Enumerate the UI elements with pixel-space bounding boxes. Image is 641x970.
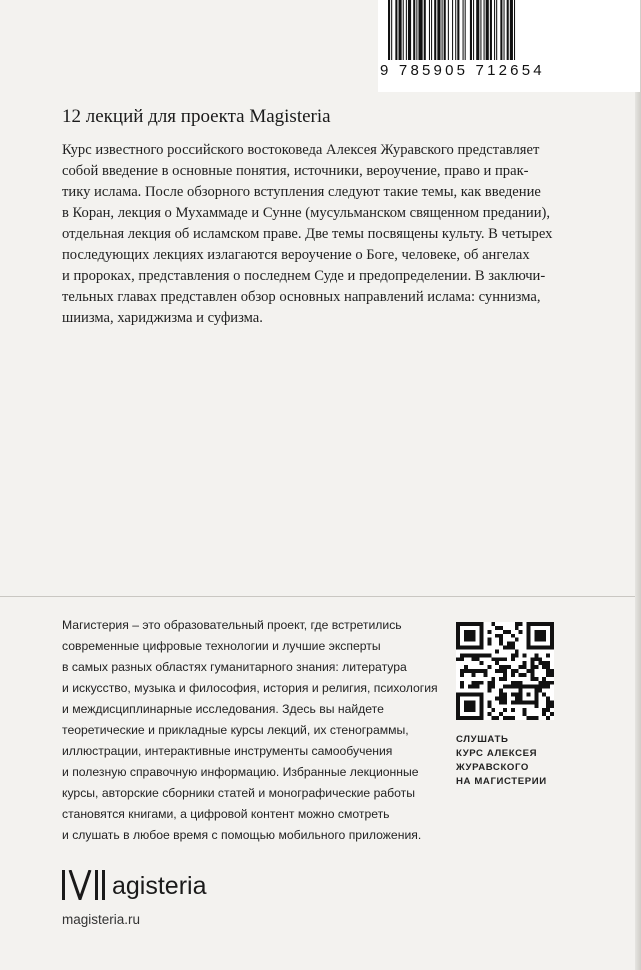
qr-module bbox=[530, 657, 534, 661]
about-line: курсы, авторские сборники статей и монографические работы bbox=[62, 786, 415, 800]
qr-module bbox=[487, 704, 491, 708]
qr-module bbox=[487, 685, 491, 689]
barcode-bar bbox=[510, 0, 513, 60]
qr-module bbox=[495, 696, 499, 700]
qr-module bbox=[542, 693, 546, 697]
qr-module bbox=[538, 685, 542, 689]
qr-module bbox=[507, 630, 511, 634]
barcode-bar bbox=[406, 0, 407, 60]
barcode-bar bbox=[490, 0, 492, 60]
qr-module bbox=[542, 677, 546, 681]
qr-module bbox=[503, 665, 507, 669]
website-url[interactable]: magisteria.ru bbox=[62, 912, 141, 927]
barcode-bar bbox=[418, 0, 422, 60]
qr-module bbox=[507, 642, 511, 646]
qr-module bbox=[546, 653, 550, 657]
qr-module bbox=[487, 665, 491, 669]
qr-module bbox=[472, 657, 476, 661]
qr-module bbox=[483, 669, 487, 673]
qr-module bbox=[503, 708, 507, 712]
barcode-bar bbox=[480, 0, 481, 60]
qr-module bbox=[476, 653, 480, 657]
course-heading: 12 лекций для проекта Magisteria bbox=[62, 106, 331, 127]
qr-module bbox=[464, 653, 468, 657]
qr-module bbox=[499, 677, 503, 681]
qr-module bbox=[519, 665, 523, 669]
qr-module bbox=[527, 693, 531, 697]
qr-module bbox=[546, 700, 550, 704]
qr-caption-line: СЛУШАТЬ bbox=[456, 734, 509, 745]
qr-module bbox=[538, 661, 542, 665]
qr-module bbox=[530, 669, 534, 673]
qr-module bbox=[491, 681, 495, 685]
qr-module bbox=[546, 669, 550, 673]
qr-module bbox=[499, 693, 503, 697]
qr-module bbox=[499, 689, 503, 693]
qr-module bbox=[460, 681, 464, 685]
qr-module bbox=[491, 716, 495, 720]
qr-module bbox=[472, 685, 476, 689]
qr-module bbox=[530, 716, 534, 720]
qr-code-icon bbox=[456, 622, 554, 720]
qr-module bbox=[523, 708, 527, 712]
qr-module bbox=[511, 642, 515, 646]
barcode-bar bbox=[514, 0, 515, 60]
barcode-bar bbox=[388, 0, 390, 60]
barcode-bar bbox=[504, 0, 505, 60]
qr-caption-line: КУРС АЛЕКСЕЯ bbox=[456, 748, 538, 759]
qr-module bbox=[499, 696, 503, 700]
qr-module bbox=[507, 685, 511, 689]
qr-caption-line: НА МАГИСТЕРИИ bbox=[456, 776, 547, 787]
qr-module bbox=[503, 646, 507, 650]
qr-module bbox=[503, 685, 507, 689]
qr-module bbox=[499, 634, 503, 638]
barcode-bar bbox=[431, 0, 432, 60]
qr-module bbox=[499, 642, 503, 646]
qr-module bbox=[515, 622, 519, 626]
qr-module bbox=[515, 700, 519, 704]
qr-module bbox=[507, 665, 511, 669]
barcode-bar bbox=[391, 0, 392, 60]
qr-module bbox=[515, 696, 519, 700]
qr-module bbox=[542, 712, 546, 716]
barcode-bar bbox=[399, 0, 402, 60]
qr-module bbox=[503, 716, 507, 720]
description-line: тику ислама. После обзорного вступления следуют такие темы, как введение bbox=[62, 184, 541, 200]
qr-module bbox=[550, 700, 554, 704]
qr-module bbox=[534, 716, 538, 720]
section-divider bbox=[0, 596, 635, 597]
course-description bbox=[62, 140, 562, 329]
qr-module bbox=[515, 669, 519, 673]
qr-module bbox=[550, 681, 554, 685]
qr-module bbox=[550, 669, 554, 673]
qr-module bbox=[530, 677, 534, 681]
qr-module bbox=[483, 653, 487, 657]
barcode-bar bbox=[470, 0, 472, 60]
qr-module bbox=[546, 661, 550, 665]
qr-module bbox=[487, 700, 491, 704]
about-line: становятся книгами, а цифровой контент можно смотреть bbox=[62, 807, 390, 821]
qr-module bbox=[495, 626, 499, 630]
qr-module bbox=[483, 673, 487, 677]
isbn-digits: 9 785905 712654 bbox=[380, 62, 545, 79]
qr-module bbox=[476, 657, 480, 661]
qr-module bbox=[491, 685, 495, 689]
qr-module bbox=[546, 665, 550, 669]
qr-module bbox=[511, 700, 515, 704]
qr-module bbox=[530, 661, 534, 665]
barcode-bar bbox=[403, 0, 404, 60]
about-line: и полезную справочную информацию. Избранные лекционные bbox=[62, 765, 419, 779]
qr-module bbox=[495, 634, 499, 638]
qr-module bbox=[523, 712, 527, 716]
qr-module bbox=[460, 657, 464, 661]
qr-module bbox=[511, 716, 515, 720]
qr-module bbox=[542, 681, 546, 685]
qr-module bbox=[523, 665, 527, 669]
qr-module bbox=[538, 689, 542, 693]
qr-module bbox=[460, 669, 464, 673]
barcode-bar bbox=[395, 0, 397, 60]
qr-module bbox=[487, 653, 491, 657]
qr-module bbox=[480, 661, 484, 665]
qr-module bbox=[503, 700, 507, 704]
barcode-bar bbox=[413, 0, 415, 60]
qr-module bbox=[499, 665, 503, 669]
qr-module bbox=[472, 653, 476, 657]
qr-module bbox=[550, 704, 554, 708]
qr-module bbox=[476, 681, 480, 685]
qr-module bbox=[527, 669, 531, 673]
description-line: Курс известного российского востоковеда Алексея Журавского представляет bbox=[62, 142, 540, 158]
qr-module bbox=[515, 693, 519, 697]
qr-module bbox=[499, 700, 503, 704]
description-line: тельных главах представлен обзор основных направлений ислама: суннизма, bbox=[62, 289, 541, 305]
qr-module bbox=[542, 661, 546, 665]
qr-module bbox=[495, 661, 499, 665]
qr-module bbox=[546, 708, 550, 712]
qr-module bbox=[542, 665, 546, 669]
barcode-bar bbox=[434, 0, 436, 60]
qr-module bbox=[511, 708, 515, 712]
qr-caption-line: ЖУРАВСКОГО bbox=[456, 762, 529, 773]
qr-module bbox=[534, 665, 538, 669]
qr-module bbox=[503, 630, 507, 634]
qr-module bbox=[468, 685, 472, 689]
description-line: в Коран, лекция о Мухаммаде и Сунне (мусульманском священном предании), bbox=[62, 205, 551, 221]
about-line: и междисциплинарные исследования. Здесь вы найдете bbox=[62, 702, 384, 716]
qr-module bbox=[487, 642, 491, 646]
qr-module bbox=[534, 630, 546, 642]
qr-module bbox=[546, 716, 550, 720]
barcode-bars bbox=[388, 0, 633, 60]
qr-module bbox=[495, 657, 499, 661]
qr-module bbox=[499, 638, 503, 642]
qr-module bbox=[546, 673, 550, 677]
qr-module bbox=[534, 677, 538, 681]
qr-module bbox=[519, 681, 523, 685]
qr-module bbox=[546, 685, 550, 689]
qr-module bbox=[523, 673, 527, 677]
qr-module bbox=[534, 704, 538, 708]
description-line: и пророках, представления о последнем Суде и предопределении. В заключи- bbox=[62, 268, 546, 284]
barcode-bar bbox=[452, 0, 453, 60]
qr-module bbox=[487, 638, 491, 642]
qr-module bbox=[464, 700, 476, 712]
qr-module bbox=[515, 626, 519, 630]
qr-module bbox=[480, 653, 484, 657]
qr-module bbox=[511, 681, 515, 685]
qr-module bbox=[499, 712, 503, 716]
qr-module bbox=[542, 685, 546, 689]
barcode-bar bbox=[455, 0, 456, 60]
qr-module bbox=[511, 653, 515, 657]
qr-module bbox=[511, 693, 515, 697]
qr-module bbox=[480, 669, 484, 673]
qr-module bbox=[487, 712, 491, 716]
qr-module bbox=[538, 657, 542, 661]
cover-edge bbox=[635, 0, 641, 970]
qr-module bbox=[495, 649, 499, 653]
qr-module bbox=[511, 646, 515, 650]
qr-module bbox=[511, 669, 515, 673]
barcode-bar bbox=[444, 0, 446, 60]
barcode-bar bbox=[476, 0, 479, 60]
description-line: собой введение в основные понятия, источники, вероучение, право и прак- bbox=[62, 163, 529, 179]
qr-module bbox=[503, 669, 507, 673]
qr-module bbox=[487, 689, 491, 693]
qr-caption bbox=[456, 733, 576, 789]
qr-module bbox=[472, 669, 476, 673]
qr-module bbox=[507, 716, 511, 720]
qr-module bbox=[503, 696, 507, 700]
barcode-bar bbox=[429, 0, 430, 60]
about-line: и слушать в любое время с помощью мобильного приложения. bbox=[62, 828, 422, 842]
barcode-bar bbox=[416, 0, 417, 60]
qr-module bbox=[542, 708, 546, 712]
qr-module bbox=[515, 685, 519, 689]
qr-module bbox=[530, 665, 534, 669]
qr-module bbox=[499, 626, 503, 630]
qr-module bbox=[495, 716, 499, 720]
qr-module bbox=[515, 638, 519, 642]
qr-module bbox=[456, 657, 460, 661]
logo-wordmark: agisteria bbox=[112, 872, 207, 900]
qr-module bbox=[499, 657, 503, 661]
qr-module bbox=[519, 630, 523, 634]
qr-module bbox=[511, 634, 515, 638]
qr-module bbox=[534, 657, 538, 661]
barcode-bar bbox=[465, 0, 466, 60]
qr-module bbox=[480, 681, 484, 685]
barcode-bar bbox=[486, 0, 489, 60]
qr-module bbox=[495, 669, 499, 673]
qr-module bbox=[464, 630, 476, 642]
qr-module bbox=[472, 681, 476, 685]
magisteria-logo-mark-icon bbox=[62, 870, 108, 900]
about-line: современные цифровые технологии и лучшие эксперты bbox=[62, 639, 381, 653]
qr-module bbox=[499, 669, 503, 673]
qr-module bbox=[503, 673, 507, 677]
qr-module bbox=[538, 681, 542, 685]
qr-module bbox=[464, 669, 468, 673]
qr-module bbox=[550, 673, 554, 677]
description-line: отдельная лекция об исламском праве. Две темы посвящены культу. В четырех bbox=[62, 226, 553, 242]
qr-module bbox=[527, 716, 531, 720]
qr-module bbox=[468, 669, 472, 673]
qr-module bbox=[468, 653, 472, 657]
about-line: и искусство, музыка и философия, история и религия, психология bbox=[62, 681, 438, 695]
about-line: в самых разных областях гуманитарного знания: литература bbox=[62, 660, 407, 674]
qr-module bbox=[511, 673, 515, 677]
qr-module bbox=[550, 712, 554, 716]
qr-module bbox=[487, 681, 491, 685]
qr-module bbox=[515, 681, 519, 685]
qr-module bbox=[519, 622, 523, 626]
qr-module bbox=[511, 657, 515, 661]
barcode-bar bbox=[494, 0, 495, 60]
qr-module bbox=[511, 685, 515, 689]
isbn-barcode bbox=[378, 0, 640, 92]
project-about bbox=[62, 615, 442, 846]
qr-module bbox=[503, 657, 507, 661]
qr-module bbox=[460, 685, 464, 689]
about-line: Магистерия – это образовательный проект, где встретились bbox=[62, 618, 402, 632]
barcode-bar bbox=[473, 0, 474, 60]
qr-module bbox=[460, 653, 464, 657]
qr-module bbox=[546, 681, 550, 685]
barcode-bar bbox=[496, 0, 497, 60]
qr-module bbox=[487, 630, 491, 634]
qr-module bbox=[491, 657, 495, 661]
qr-module bbox=[546, 704, 550, 708]
qr-module bbox=[472, 673, 476, 677]
about-line: иллюстрации, интерактивные инструменты самообучения bbox=[62, 744, 393, 758]
barcode-bar bbox=[463, 0, 464, 60]
barcode-bar bbox=[424, 0, 426, 60]
qr-module bbox=[491, 708, 495, 712]
barcode-bar bbox=[437, 0, 440, 60]
qr-module bbox=[546, 696, 550, 700]
qr-module bbox=[503, 693, 507, 697]
qr-module bbox=[523, 653, 527, 657]
qr-code[interactable] bbox=[456, 622, 554, 720]
qr-module bbox=[534, 653, 538, 657]
description-line: шиизма, хариджизма и суфизма. bbox=[62, 310, 263, 326]
qr-module bbox=[515, 653, 519, 657]
about-line: теоретические и прикладные курсы лекций, их стенограммы, bbox=[62, 723, 409, 737]
qr-module bbox=[503, 677, 507, 681]
qr-module bbox=[491, 677, 495, 681]
qr-module bbox=[464, 665, 468, 669]
qr-module bbox=[460, 673, 464, 677]
barcode-bar bbox=[442, 0, 443, 60]
qr-module bbox=[507, 646, 511, 650]
barcode-bar bbox=[448, 0, 449, 60]
barcode-bar bbox=[500, 0, 502, 60]
qr-module bbox=[515, 649, 519, 653]
barcode-bar bbox=[484, 0, 485, 60]
qr-module bbox=[519, 673, 523, 677]
qr-module bbox=[476, 669, 480, 673]
qr-module bbox=[530, 673, 534, 677]
qr-module bbox=[491, 622, 495, 626]
barcode-bar bbox=[507, 0, 509, 60]
description-line: последующих лекциях излагаются вероучение о Боге, человеке, об ангелах bbox=[62, 247, 530, 263]
qr-module bbox=[523, 661, 527, 665]
qr-module bbox=[476, 685, 480, 689]
barcode-bar bbox=[408, 0, 411, 60]
barcode-bar bbox=[457, 0, 459, 60]
